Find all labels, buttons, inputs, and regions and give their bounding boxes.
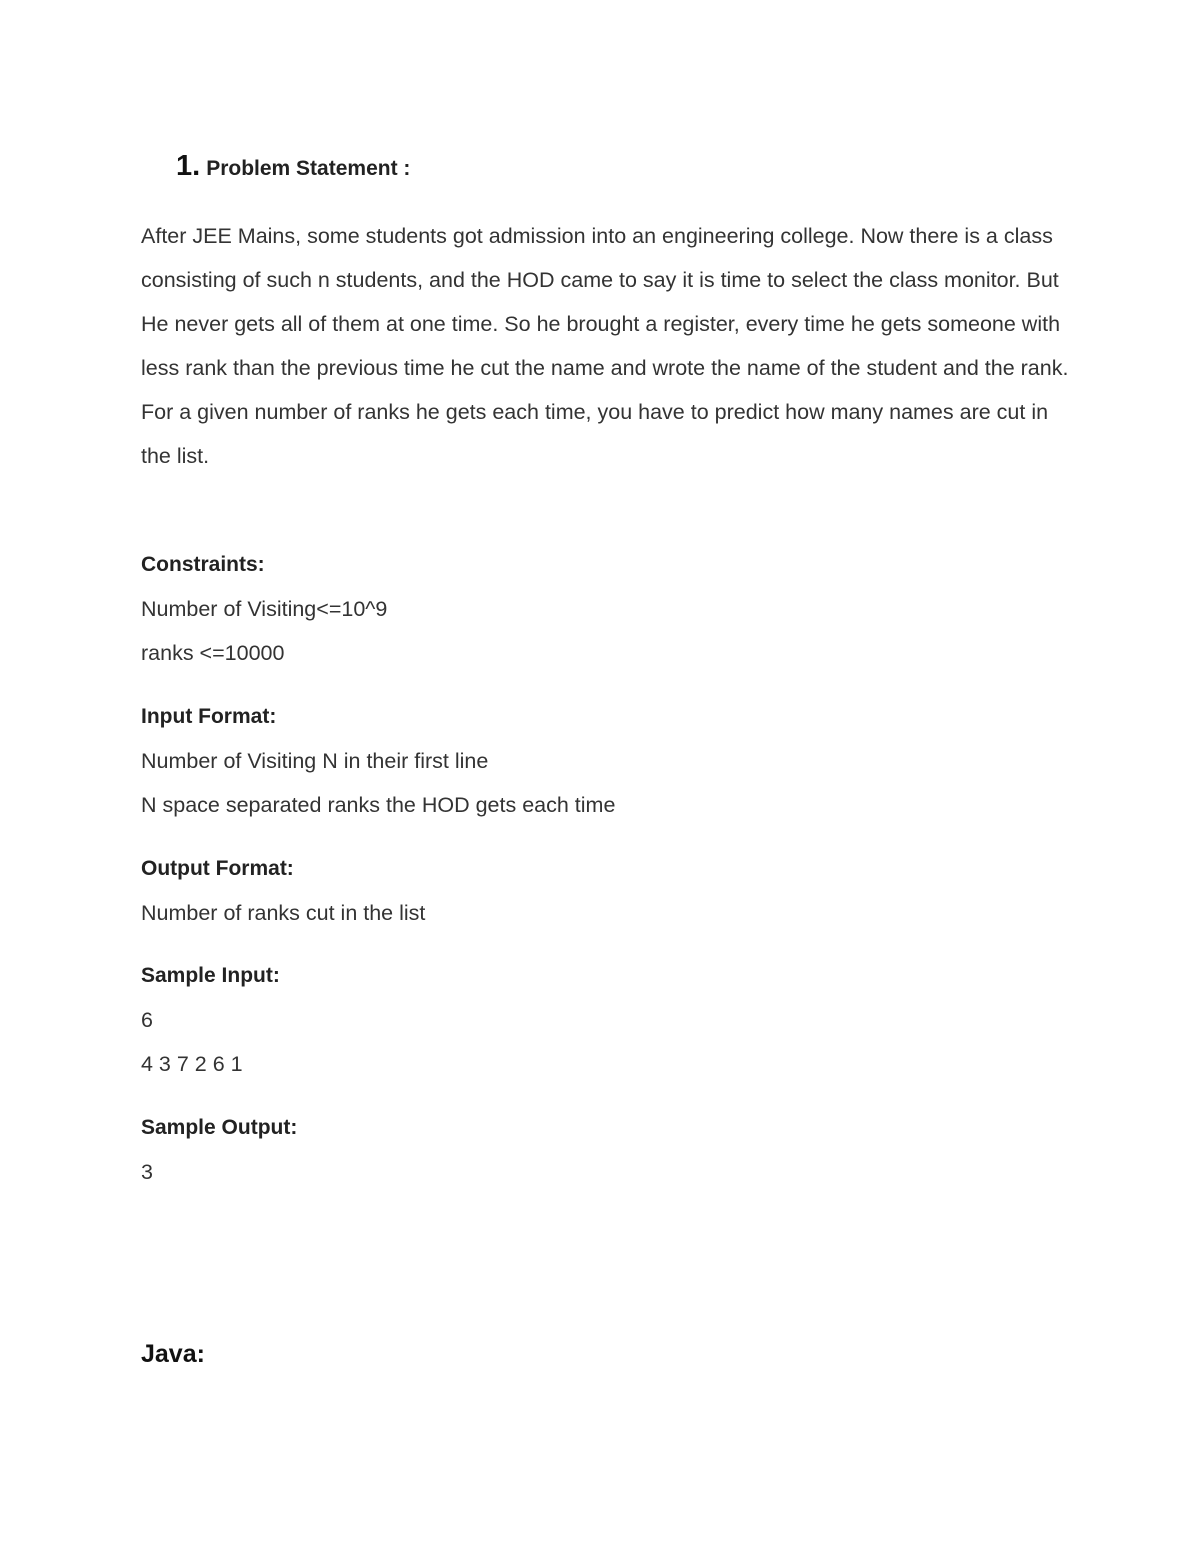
- sample-input-line-2: 4 3 7 2 6 1: [141, 1052, 243, 1076]
- sample-input-line-1: 6: [141, 1008, 153, 1032]
- constraint-line-1: Number of Visiting<=10^9: [141, 597, 388, 621]
- constraints-heading: Constraints:: [141, 553, 265, 576]
- java-heading: Java:: [141, 1340, 205, 1368]
- problem-title-text: Problem Statement :: [206, 157, 411, 180]
- problem-statement: [141, 214, 1071, 478]
- input-format-line-1: Number of Visiting N in their first line: [141, 749, 489, 773]
- input-format-heading: Input Format:: [141, 705, 277, 728]
- output-format-heading: Output Format:: [141, 857, 294, 880]
- output-format-line-1: Number of ranks cut in the list: [141, 901, 426, 925]
- statement-paragraph-1: After JEE Mains, some students got admission into an engineering college. Now there is a class consisting of such n students, and the HOD came to say it is time to select the class monitor. But He never gets all of them at one time. So he brought a register, every time he gets someone with less rank than the previous time he cut the name and wrote the name of the student and the rank.: [141, 224, 1069, 380]
- sample-output-line-1: 3: [141, 1160, 153, 1184]
- sample-output-heading: Sample Output:: [141, 1116, 298, 1139]
- statement-paragraph-2: For a given number of ranks he gets each time, you have to predict how many names are cut in the list.: [141, 400, 1049, 468]
- problem-title: [176, 150, 410, 183]
- input-format-line-2: N space separated ranks the HOD gets each time: [141, 793, 616, 817]
- constraint-line-2: ranks <=10000: [141, 641, 285, 665]
- sample-input-heading: Sample Input:: [141, 964, 280, 987]
- problem-number: 1.: [176, 150, 201, 182]
